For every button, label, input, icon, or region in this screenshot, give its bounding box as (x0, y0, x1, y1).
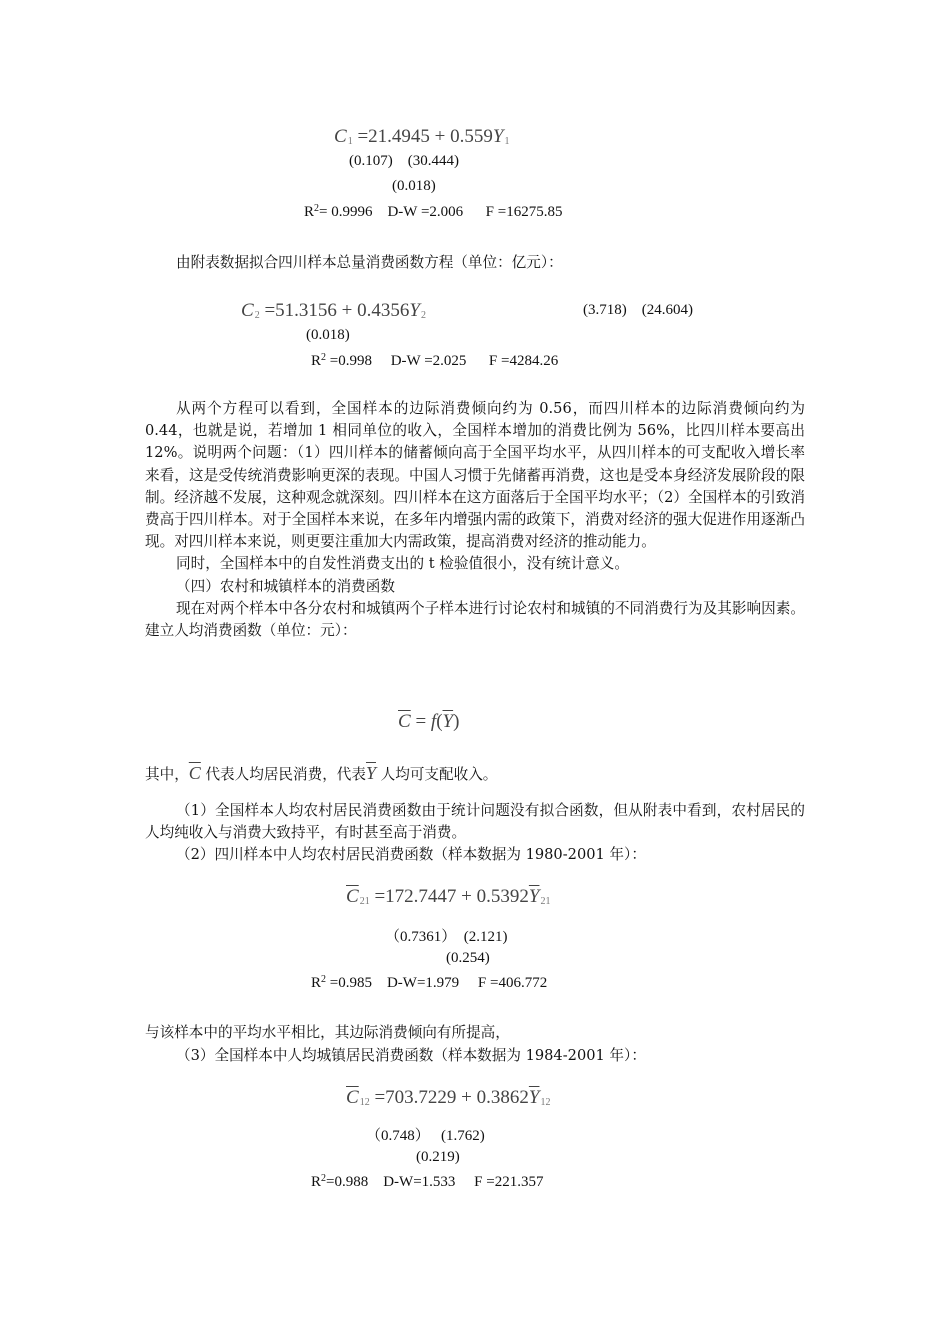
equation-4: $\overline{C}_{12} =703.7229 + 0.3862\overline{Y}_{12}$ (346, 1087, 551, 1108)
paragraph-analysis: 从两个方程可以看到，全国样本的边际消费倾向约为 0.56，而四川样本的边际消费倾向约为 0.44，也就是说，若增加 1 相同单位的收入，全国样本增加的消费比例为 56%，比四川样本要高出 12%。说明两个问题：（1）四川样本的储蓄倾向高于全国平均水平，从四川样本的可支配收入增长率来看，这是受传统消费影响更深的表现。中国人习惯于先储蓄再消费，这也是受本身经济发展阶段的限制。经济越不发展，这种观念就深刻。四川样本在这方面落后于全国平均水平；（2）全国样本的引致消费高于四川样本。对于全国样本来说，在多年内增强内需的政策下，消费对经济的强大促进作用逐渐凸现。对四川样本来说，则更要注重加大内需政策，提高消费对经济的推动能力。 (145, 400, 805, 551)
equation-3: $\overline{C}_{21} =172.7447 + 0.5392\overline{Y}_{21}$ (346, 886, 551, 907)
equation-1-std-errors: (0.107) (30.444) (349, 153, 459, 169)
equation-3-stats: $R^2 =0.985$ D-W=1.979 F =406.772 (311, 974, 548, 991)
intro-sichuan: 由附表数据拟合四川样本总量消费函数方程（单位：亿元）： (176, 254, 563, 271)
equation-3-std-error: (0.254) (446, 950, 490, 966)
variable-definition: 其中，$\overline{C}$ 代表人均居民消费，代表$\overline{Y}$ 人均可支配收入。 (145, 763, 498, 783)
equation-4-stats: $R^2=0.988$ D-W=1.533 F =221.357 (311, 1173, 544, 1190)
equation-2-std-errors: (3.718) (24.604) (583, 302, 693, 318)
equation-2-stats: $R^2 =0.998$ D-W =2.025 F =4284.26 (311, 352, 559, 369)
item-2: （2）四川样本中人均农村居民消费函数（样本数据为 1980-2001 年）： (176, 846, 646, 864)
equation-1-std-error: (0.018) (392, 178, 436, 194)
item-3: （3）全国样本中人均城镇居民消费函数（样本数据为 1984-2001 年）： (176, 1047, 646, 1064)
paragraph-t-test: 同时，全国样本中的自发性消费支出的 t 检验值很小，没有统计意义。 (176, 555, 629, 573)
equation-3-std-errors: （0.7361） (2.121) (385, 929, 508, 945)
paragraph-comparison: 与该样本中的平均水平相比，其边际消费倾向有所提高， (145, 1024, 510, 1041)
equation-1-stats: $R^2= 0.9996$ D-W =2.006 F =16275.85 (304, 203, 563, 220)
equation-2-std-error: (0.018) (306, 327, 350, 343)
item-1: （1）全国样本人均农村居民消费函数由于统计问题没有拟合函数，但从附表中看到，农村居民的人均纯收入与消费大致持平，有时甚至高于消费。 (145, 802, 805, 842)
equation-1: $C_1 =21.4945 + 0.559Y_1$ (334, 126, 510, 147)
equation-2: $C_2 =51.3156 + 0.4356Y_2$ (241, 300, 426, 321)
equation-4-std-errors: （0.748） (1.762) (366, 1128, 485, 1144)
equation-4-std-error: (0.219) (416, 1149, 460, 1165)
paragraph-method: 现在对两个样本中各分农村和城镇两个子样本进行讨论农村和城镇的不同消费行为及其影响因素。建立人均消费函数（单位：元）： (145, 599, 805, 640)
section-heading: （四）农村和城镇样本的消费函数 (176, 577, 395, 595)
items-block (145, 800, 805, 867)
function-form: $\overline{C} = f(\overline{Y})$ (398, 711, 460, 732)
body-text-block (145, 398, 805, 642)
